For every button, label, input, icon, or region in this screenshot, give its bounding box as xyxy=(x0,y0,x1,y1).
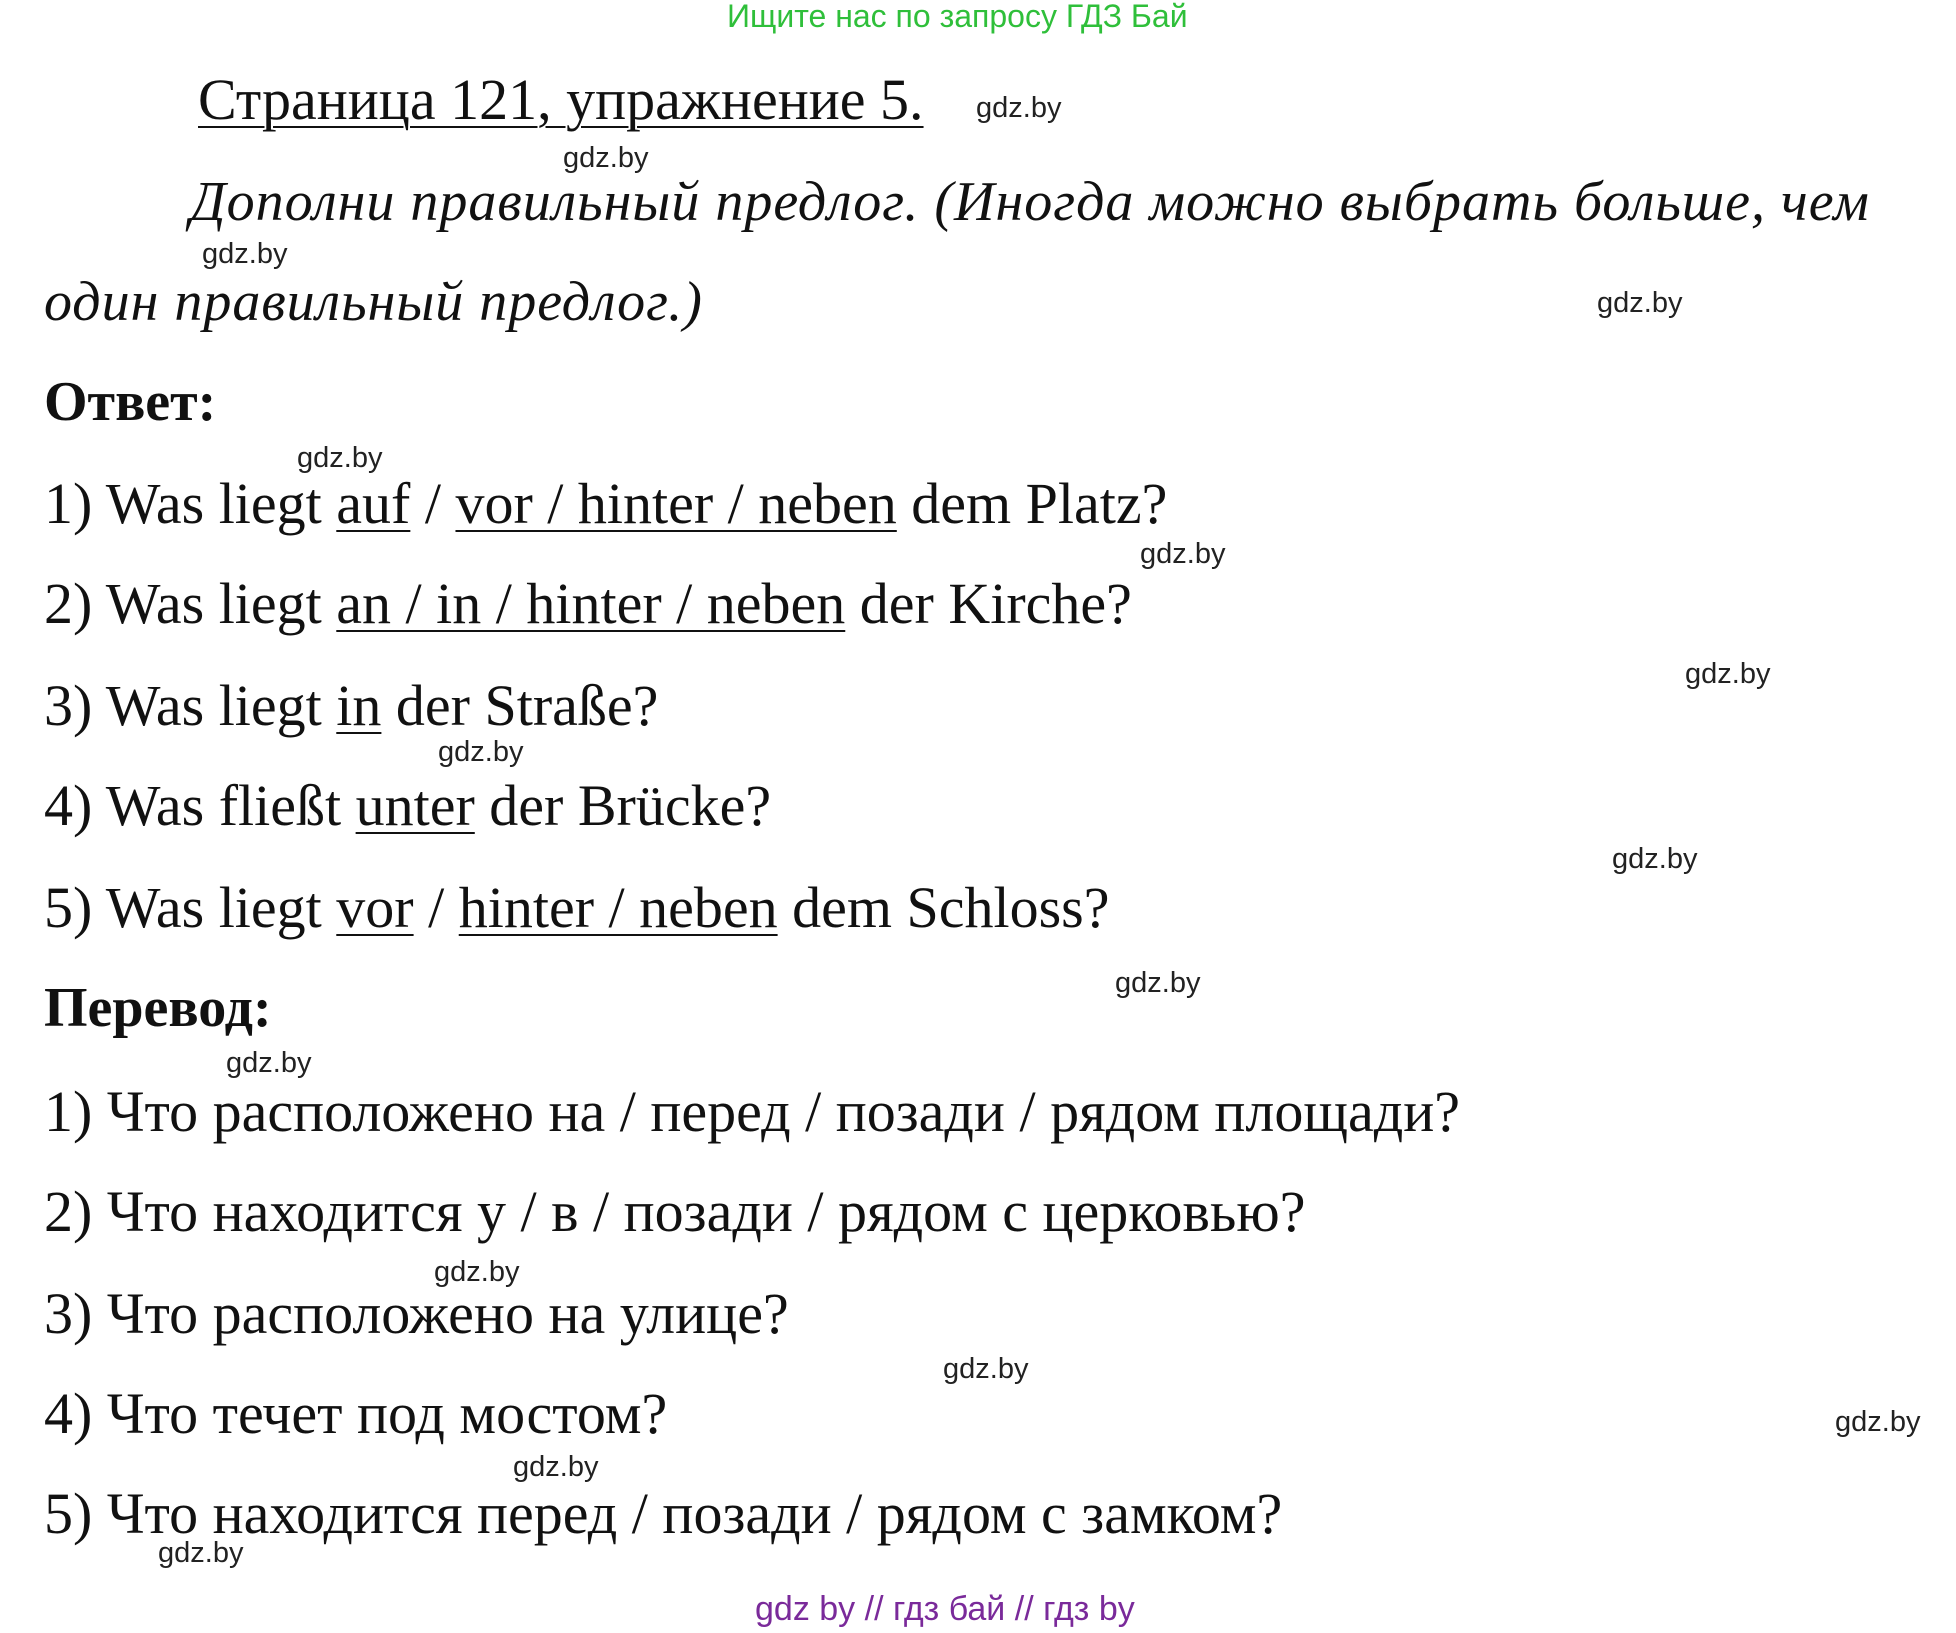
answer-separator: / xyxy=(424,471,441,536)
answer-number: 4) xyxy=(44,773,93,838)
answer-separator: / xyxy=(428,875,445,940)
answer-suffix: der Straße? xyxy=(395,673,659,738)
translation-heading: Перевод: xyxy=(44,977,272,1039)
answer-number: 5) xyxy=(44,875,93,940)
answer-prefix: Was liegt xyxy=(105,673,322,738)
watermark: gdz.by xyxy=(943,1353,1029,1385)
task-text-line-1: Дополни правильный предлог. (Иногда можно выбрать больше, чем xyxy=(190,171,1870,233)
answer-prefix: Was liegt xyxy=(105,471,322,536)
watermark: gdz.by xyxy=(1612,843,1698,875)
watermark: gdz.by xyxy=(563,142,649,174)
watermark: gdz.by xyxy=(1140,538,1226,570)
watermark: gdz.by xyxy=(1597,287,1683,319)
answer-preposition: auf xyxy=(336,471,411,536)
watermark: gdz.by xyxy=(976,92,1062,124)
watermark: gdz.by xyxy=(1685,658,1771,690)
answer-number: 2) xyxy=(44,571,93,636)
answer-preposition: vor xyxy=(336,875,414,940)
answer-prefix: Was fließt xyxy=(105,773,342,838)
translation-line-2: 2) Что находится у / в / позади / рядом с церковью? xyxy=(44,1179,1306,1244)
watermark: gdz.by xyxy=(513,1451,599,1483)
task-text-line-2: один правильный предлог.) xyxy=(44,271,703,333)
answer-prefix: Was liegt xyxy=(105,571,322,636)
answer-line-2 xyxy=(44,570,1132,637)
answer-line-5 xyxy=(44,874,1109,941)
watermark: gdz.by xyxy=(438,736,524,768)
translation-line-4: 4) Что течет под мостом? xyxy=(44,1381,668,1446)
answer-suffix: der Brücke? xyxy=(489,773,772,838)
search-hint-banner: Ищите нас по запросу ГДЗ Бай xyxy=(727,0,1188,34)
answer-preposition: unter xyxy=(355,773,475,838)
answer-preposition: hinter / neben xyxy=(458,875,778,940)
watermark: gdz.by xyxy=(226,1047,312,1079)
answer-line-4 xyxy=(44,772,771,839)
translation-line-3: 3) Что расположено на улице? xyxy=(44,1281,789,1346)
answer-number: 1) xyxy=(44,471,93,536)
answer-line-1 xyxy=(44,470,1167,537)
answer-preposition: in xyxy=(336,673,382,738)
answer-number: 3) xyxy=(44,673,93,738)
answer-preposition: vor / hinter / neben xyxy=(455,471,897,536)
footer-watermark: gdz by // гдз бай // гдз by xyxy=(755,1590,1135,1628)
watermark: gdz.by xyxy=(1835,1406,1921,1438)
watermark: gdz.by xyxy=(202,238,288,270)
translation-line-5: 5) Что находится перед / позади / рядом с замком? xyxy=(44,1481,1283,1546)
answer-suffix: dem Schloss? xyxy=(792,875,1110,940)
answer-prefix: Was liegt xyxy=(105,875,322,940)
answer-line-3 xyxy=(44,672,658,739)
answer-suffix: der Kirche? xyxy=(859,571,1132,636)
page-title: Страница 121, упражнение 5. xyxy=(198,67,924,132)
translation-line-1: 1) Что расположено на / перед / позади / рядом площади? xyxy=(44,1079,1461,1144)
watermark: gdz.by xyxy=(434,1256,520,1288)
answer-heading: Ответ: xyxy=(44,371,217,433)
answer-suffix: dem Platz? xyxy=(911,471,1168,536)
watermark: gdz.by xyxy=(158,1537,244,1569)
answer-preposition: an / in / hinter / neben xyxy=(336,571,846,636)
watermark: gdz.by xyxy=(1115,967,1201,999)
watermark: gdz.by xyxy=(297,442,383,474)
